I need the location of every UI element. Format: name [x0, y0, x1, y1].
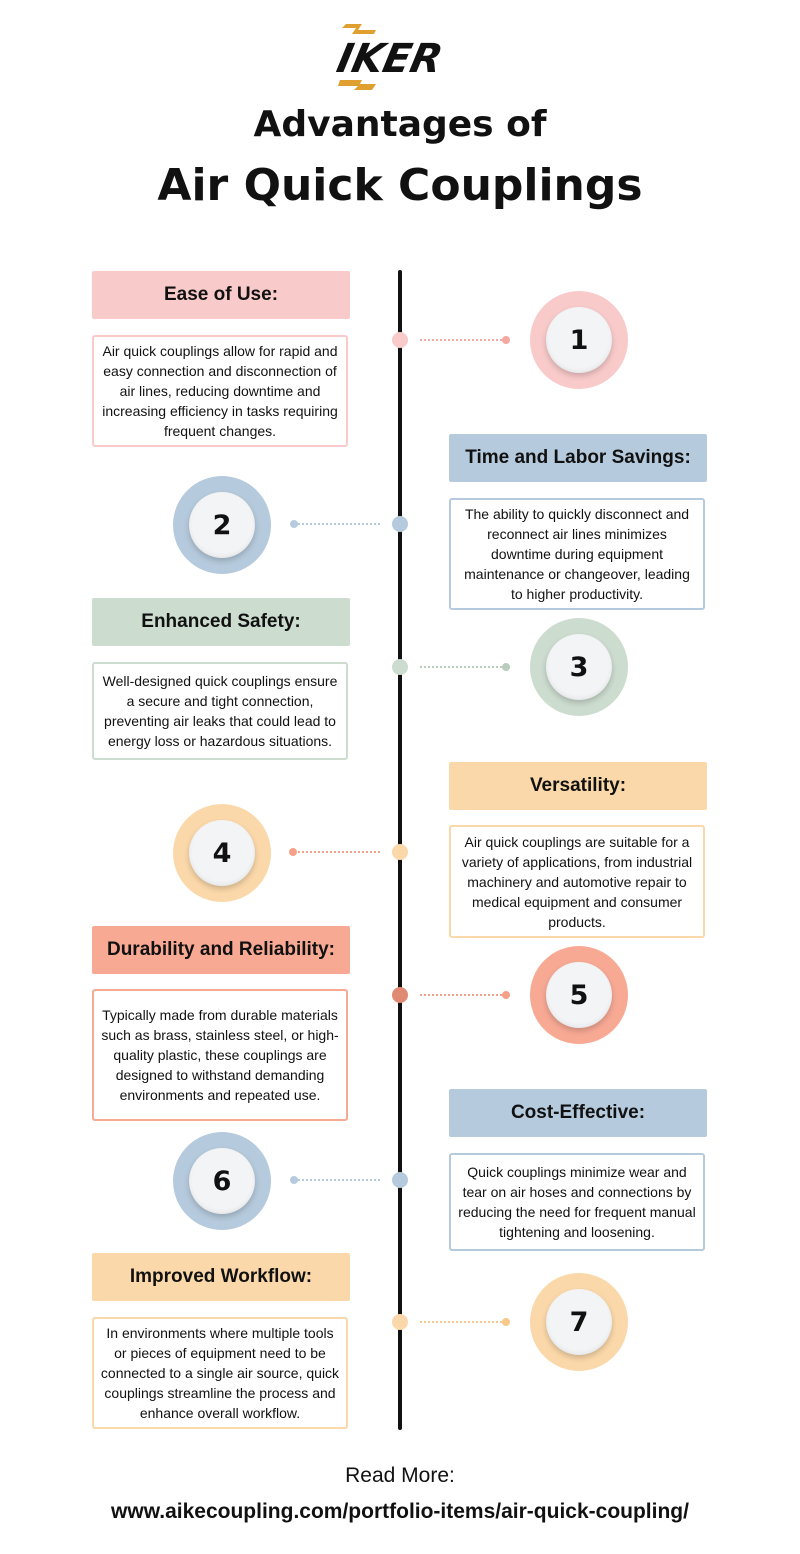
item-6-heading: Cost-Effective: — [449, 1089, 707, 1137]
item-7-heading: Improved Workflow: — [92, 1253, 350, 1301]
item-1-number: 1 — [546, 307, 612, 373]
item-2-connector — [294, 523, 380, 525]
item-6-number-badge — [173, 1132, 271, 1230]
read-more-label: Read More: — [345, 1464, 455, 1487]
read-more-link[interactable]: www.aikecoupling.com/portfolio-items/air-quick-coupling/ — [111, 1500, 689, 1523]
item-4-connector — [294, 851, 380, 853]
item-3-number-badge — [530, 618, 628, 716]
item-5-description: Typically made from durable materials such as brass, stainless steel, or high-quality plastic, these couplings are designed to withstand demanding environments and repeated use. — [92, 989, 348, 1121]
item-4-heading: Versatility: — [449, 762, 707, 810]
title-line-1: Advantages of — [253, 104, 547, 145]
item-1-timeline-dot — [392, 332, 408, 348]
svg-text:IKER: IKER — [332, 34, 447, 82]
item-2-timeline-dot — [392, 516, 408, 532]
item-3-connector-end — [502, 663, 510, 671]
item-6-number: 6 — [189, 1148, 255, 1214]
item-5-number-badge — [530, 946, 628, 1044]
item-1-connector-end — [502, 336, 510, 344]
item-2-number-badge — [173, 476, 271, 574]
item-7-number-badge — [530, 1273, 628, 1371]
item-4-timeline-dot — [392, 844, 408, 860]
item-2-number: 2 — [189, 492, 255, 558]
item-6-connector — [294, 1179, 380, 1181]
item-5-connector-end — [502, 991, 510, 999]
item-3-number: 3 — [546, 634, 612, 700]
item-1-number-badge — [530, 291, 628, 389]
item-7-timeline-dot — [392, 1314, 408, 1330]
item-2-description: The ability to quickly disconnect and reconnect air lines minimizes downtime during equipment maintenance or changeover, leading to higher productivity. — [449, 498, 705, 610]
item-2-heading: Time and Labor Savings: — [449, 434, 707, 482]
item-3-heading: Enhanced Safety: — [92, 598, 350, 646]
item-4-number: 4 — [189, 820, 255, 886]
item-6-description: Quick couplings minimize wear and tear on air hoses and connections by reducing the need for frequent manual tightening and loosening. — [449, 1153, 705, 1251]
item-3-connector — [420, 666, 506, 668]
item-1-connector — [420, 339, 506, 341]
iker-logo — [332, 20, 472, 94]
item-7-description: In environments where multiple tools or pieces of equipment need to be connected to a single air source, quick couplings streamline the process and enhance overall workflow. — [92, 1317, 348, 1429]
item-6-timeline-dot — [392, 1172, 408, 1188]
item-3-timeline-dot — [392, 659, 408, 675]
item-5-connector — [420, 994, 506, 996]
item-5-heading: Durability and Reliability: — [92, 926, 350, 974]
item-5-number: 5 — [546, 962, 612, 1028]
item-7-connector — [420, 1321, 506, 1323]
title-line-2: Air Quick Couplings — [157, 160, 643, 211]
item-7-number: 7 — [546, 1289, 612, 1355]
item-3-description: Well-designed quick couplings ensure a secure and tight connection, preventing air leaks that could lead to energy loss or hazardous situations. — [92, 662, 348, 760]
item-5-timeline-dot — [392, 987, 408, 1003]
item-4-description: Air quick couplings are suitable for a variety of applications, from industrial machinery and automotive repair to medical equipment and consumer products. — [449, 825, 705, 938]
item-1-description: Air quick couplings allow for rapid and easy connection and disconnection of air lines, reducing downtime and increasing efficiency in tasks requiring frequent changes. — [92, 335, 348, 447]
item-4-number-badge — [173, 804, 271, 902]
item-7-connector-end — [502, 1318, 510, 1326]
item-1-heading: Ease of Use: — [92, 271, 350, 319]
